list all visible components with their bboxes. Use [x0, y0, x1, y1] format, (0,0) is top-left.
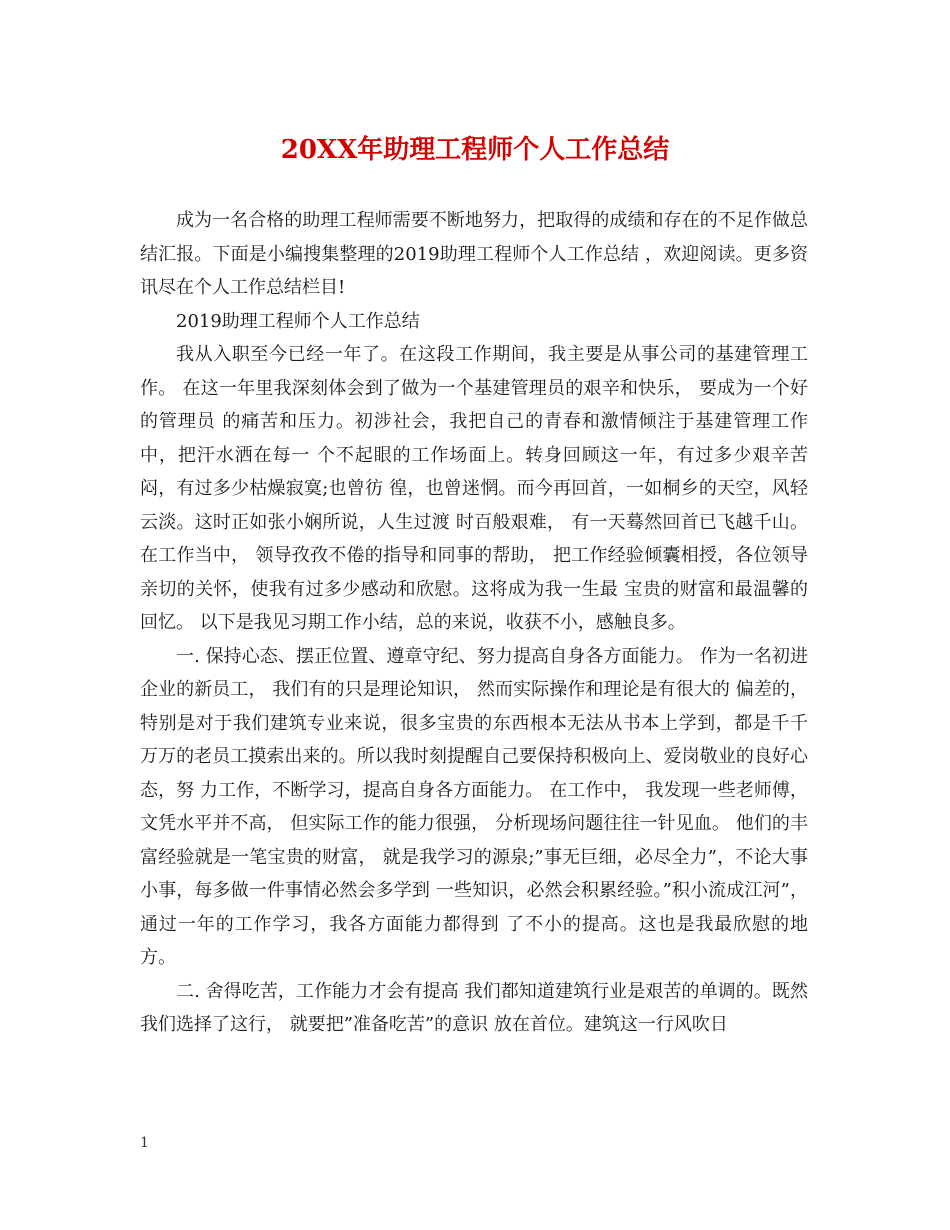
- body-paragraph: 二. 舍得吃苦，工作能力才会有提高 我们都知道建筑行业是艰苦的单调的。既然我们选择了这行， 就要把”准备吃苦”的意识 放在首位。建筑这一行风吹日: [140, 980, 808, 1035]
- page-number: 1: [140, 1135, 149, 1151]
- body-paragraph: 一. 保持心态、摆正位置、遵章守纪、努力提高自身各方面能力。 作为一名初进企业的新员工， 我们有的只是理论知识， 然而实际操作和理论是有很大的 偏差的，特别是对于我们建筑专业来说，很多宝贵的东西根本无法从书本上学到，都是千千 万万的老员工摸索出来的。所以我时刻提醒自己要保持积极向上、爱岗敬业的良好心态，努 力工作，不断学习，提高自身各方面能力。 在工作中， 我发现一些老师傅， 文凭水平并不高， 但实际工作的能力很强， 分析现场问题往往一针见血。 他们的丰富经验就是一笔宝贵的财富， 就是我学习的源泉;”事无巨细，必尽全力”，不论大事小事，每多做一件事情必然会多学到 一些知识，必然会积累经验。”积小流成江河”，通过一年的工作学习，我各方面能力都得到 了不小的提高。这也是我最欣慰的地方。: [140, 645, 808, 968]
- document-title: 20XX年助理工程师个人工作总结: [280, 135, 670, 165]
- document-body: [140, 204, 808, 1042]
- body-paragraph: 我从入职至今已经一年了。在这段工作期间，我主要是从事公司的基建管理工作。 在这一年里我深刻体会到了做为一个基建管理员的艰辛和快乐， 要成为一个好的管理员 的痛苦和压力。初涉社会，我把自己的青春和激情倾注于基建管理工作中，把汗水洒在每一 个不起眼的工作场面上。转身回顾这一年，有过多少艰辛苦闷，有过多少枯燥寂寞;也曾彷 徨，也曾迷惘。而今再回首，一如桐乡的天空，风轻云淡。这时正如张小娴所说，人生过渡 时百般艰难， 有一天蓦然回首已飞越千山。 在工作当中， 领导孜孜不倦的指导和同事的帮助， 把工作经验倾囊相授，各位领导亲切的关怀，使我有过多少感动和欣慰。这将成为我一生最 宝贵的财富和最温馨的回忆。 以下是我见习期工作小结，总的来说，收获不小，感触良多。: [140, 344, 808, 633]
- intro-paragraph: 成为一名合格的助理工程师需要不断地努力，把取得的成绩和存在的不足作做总结汇报。下面是小编搜集整理的2019助理工程师个人工作总结 ，欢迎阅读。更多资讯尽在个人工作总结栏目!: [140, 210, 808, 298]
- section-heading: 2019助理工程师个人工作总结: [176, 310, 420, 332]
